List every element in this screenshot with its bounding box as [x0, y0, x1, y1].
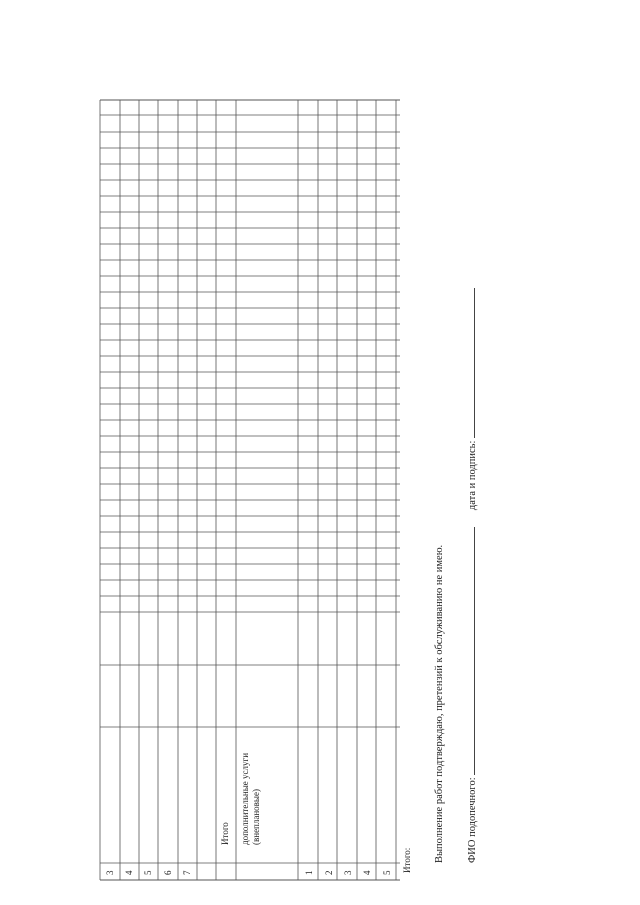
extra-row-number-1: 1 [304, 870, 314, 875]
itogo-label: Итого [220, 822, 230, 845]
row-number-3: 3 [105, 870, 115, 875]
extra-row-number-3: 3 [343, 870, 353, 875]
fio-line [464, 288, 478, 863]
row-number-5: 5 [143, 870, 153, 875]
extra-row-number-2: 2 [324, 870, 334, 875]
sign-label: дата и подпись: [467, 440, 478, 511]
extra-row-number-5: 5 [382, 870, 392, 875]
row-number-7: 7 [182, 870, 192, 875]
date-signature-field[interactable] [464, 288, 475, 438]
row-number-6: 6 [163, 870, 173, 875]
extra-row-number-4: 4 [362, 870, 372, 875]
itogo-final-label: Итого: [402, 847, 412, 873]
confirmation-text: Выполнение работ подтверждаю, претензий к обслуживанию не имею. [434, 544, 445, 863]
extra-services-sublabel: (внеплановые) [251, 789, 261, 845]
row-number-4: 4 [124, 870, 134, 875]
extra-services-label: дополнительные услуги [240, 752, 250, 845]
fio-signature-field[interactable] [464, 527, 475, 775]
fio-label: ФИО подопечного: [467, 777, 478, 863]
